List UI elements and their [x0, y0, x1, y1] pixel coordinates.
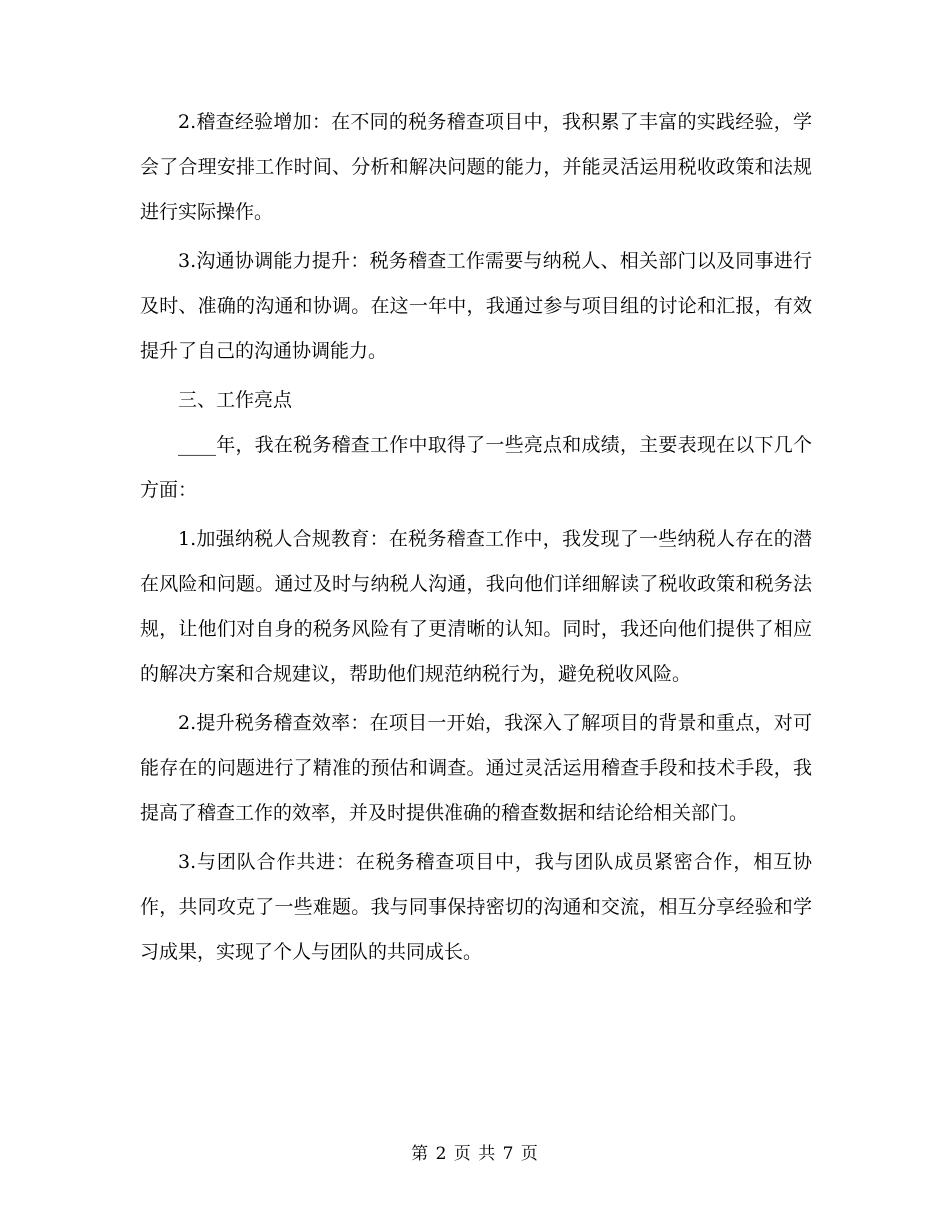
paragraph-communication-skills: 3.沟通协调能力提升：税务稽查工作需要与纳税人、相关部门以及同事进行及时、准确的沟通和协调。在这一年中，我通过参与项目组的讨论和汇报，有效提升了自己的沟通协调能力。: [140, 250, 812, 362]
paragraph-team-cooperation: 3.与团队合作共进：在税务稽查项目中，我与团队成员紧密合作，相互协作，共同攻克了一些难题。我与同事保持密切的沟通和交流，相互分享经验和学习成果，实现了个人与团队的共同成长。: [140, 851, 812, 963]
page-number-footer: 第 2 页 共 7 页: [411, 1144, 539, 1164]
section-heading-work-highlights: 三、工作亮点: [178, 389, 293, 411]
paragraph-audit-experience: 2.稽查经验增加：在不同的税务稽查项目中，我积累了丰富的实践经验，学会了合理安排工作时间、分析和解决问题的能力，并能灵活运用税收政策和法规进行实际操作。: [140, 111, 812, 223]
paragraph-highlights-intro: ____年，我在税务稽查工作中取得了一些亮点和成绩，主要表现在以下几个方面：: [140, 434, 812, 501]
paragraph-audit-efficiency: 2.提升税务稽查效率：在项目一开始，我深入了解项目的背景和重点，对可能存在的问题进行了精准的预估和调查。通过灵活运用稽查手段和技术手段，我提高了稽查工作的效率，并及时提供准确的稽查数据和结论给相关部门。: [140, 712, 812, 824]
document-body: [140, 100, 812, 975]
paragraph-taxpayer-education: 1.加强纳税人合规教育：在税务稽查工作中，我发现了一些纳税人存在的潜在风险和问题。通过及时与纳税人沟通，我向他们详细解读了税收政策和税务法规，让他们对自身的税务风险有了更清晰的认知。同时，我还向他们提供了相应的解决方案和合规建议，帮助他们规范纳税行为，避免税收风险。: [140, 528, 812, 685]
